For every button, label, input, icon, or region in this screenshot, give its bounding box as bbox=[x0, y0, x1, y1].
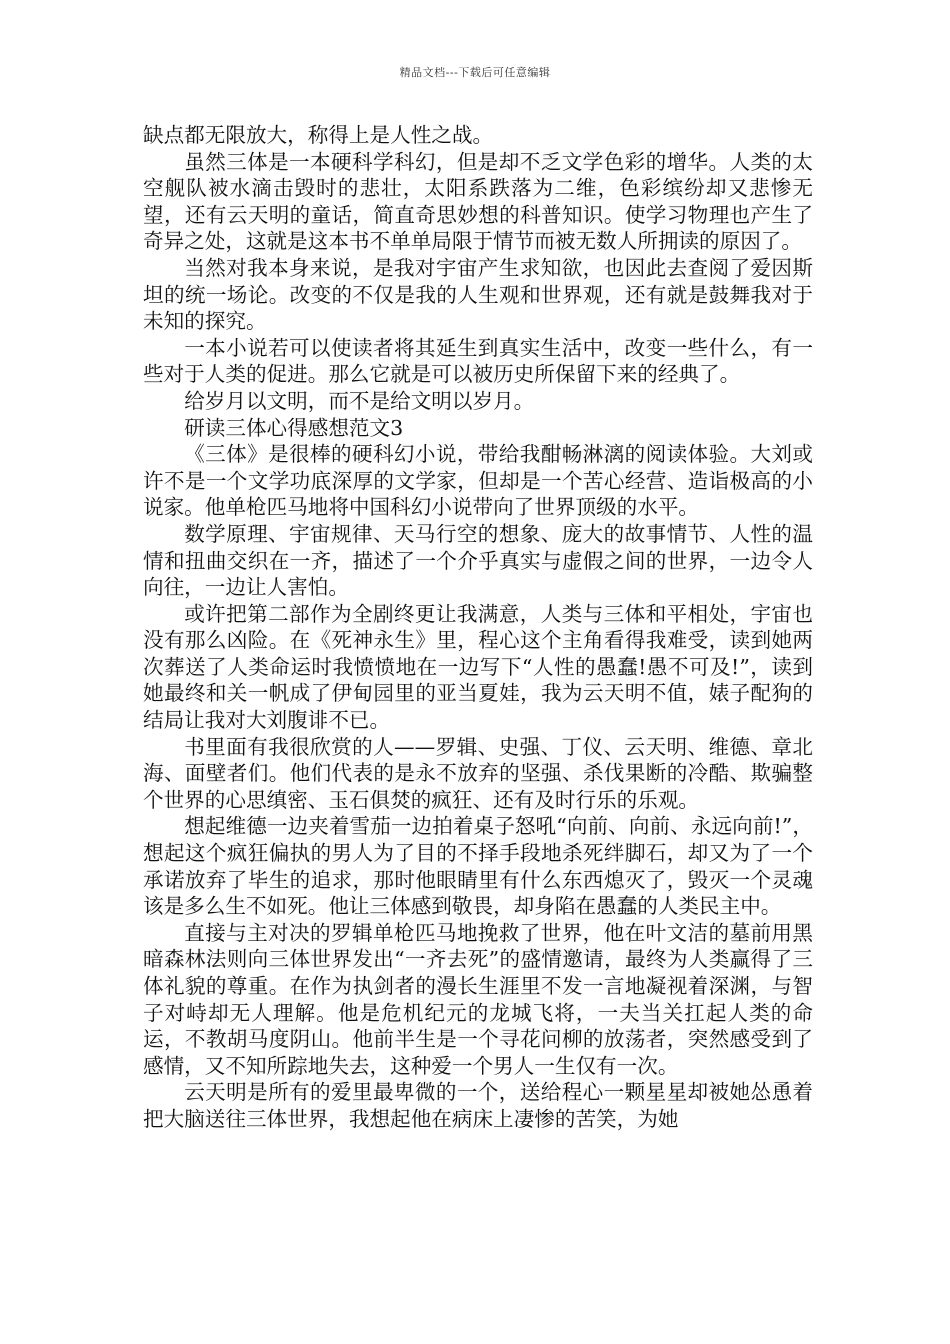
paragraph: 虽然三体是一本硬科学科幻，但是却不乏文学色彩的增华。人类的太空舰队被水滴击毁时的悲壮，太阳系跌落为二维，色彩缤纷却又悲惨无望，还有云天明的童话，简直奇思妙想的科普知识。使学习物理也产生了奇异之处，这就是这本书不单单局限于情节而被无数人所拥读的原因了。 bbox=[143, 149, 813, 254]
paragraph: 直接与主对决的罗辑单枪匹马地挽救了世界，他在叶文洁的墓前用黑暗森林法则向三体世界发出“一齐去死”的盛情邀请，最终为人类赢得了三体礼貌的尊重。在作为执剑者的漫长生涯里不发一言地凝视着深渊，与智子对峙却无人理解。他是危机纪元的龙城飞将，一夫当关扛起人类的命运，不教胡马度阴山。他前半生是一个寻花问柳的放荡者，突然感受到了感情，又不知所踪地失去，这种爱一个男人一生仅有一次。 bbox=[143, 920, 813, 1078]
paragraph: 数学原理、宇宙规律、天马行空的想象、庞大的故事情节、人性的温情和扭曲交织在一齐，描述了一个介乎真实与虚假之间的世界，一边令人向往，一边让人害怕。 bbox=[143, 521, 813, 600]
paragraph: 一本小说若可以使读者将其延生到真实生活中，改变一些什么，有一些对于人类的促进。那么它就是可以被历史所保留下来的经典了。 bbox=[143, 335, 813, 387]
document-body bbox=[143, 122, 813, 1133]
paragraph: 或许把第二部作为全剧终更让我满意，人类与三体和平相处，宇宙也没有那么凶险。在《死神永生》里，程心这个主角看得我难受，读到她两次葬送了人类命运时我愤愤地在一边写下“人性的愚蠢!愚不可及!”，读到她最终和关一帆成了伊甸园里的亚当夏娃，我为云天明不值，婊子配狗的结局让我对大刘腹诽不已。 bbox=[143, 601, 813, 733]
paragraph: 云天明是所有的爱里最卑微的一个，送给程心一颗星星却被她怂恿着把大脑送往三体世界，我想起他在病床上凄惨的苦笑，为她 bbox=[143, 1080, 813, 1131]
paragraph: 想起维德一边夹着雪茄一边拍着桌子怒吼“向前、向前、永远向前!”，想起这个疯狂偏执的男人为了目的不择手段地杀死绊脚石，却又为了一个承诺放弃了毕生的追求，那时他眼睛里有什么东西熄灭了，毁灭一个灵魂该是多么生不如死。他让三体感到敬畏，却身陷在愚蠢的人类民主中。 bbox=[143, 814, 813, 919]
paragraph: 书里面有我很欣赏的人——罗辑、史强、丁仪、云天明、维德、章北海、面壁者们。他们代表的是永不放弃的坚强、杀伐果断的冷酷、欺骗整个世界的心思缜密、玉石俱焚的疯狂、还有及时行乐的乐观。 bbox=[143, 734, 813, 812]
page-header: 精品文档---下载后可任意编辑 bbox=[399, 66, 551, 79]
paragraph: 缺点都无限放大，称得上是人性之战。 bbox=[143, 123, 494, 147]
paragraph: 给岁月以文明，而不是给文明以岁月。 bbox=[184, 388, 535, 413]
section-heading: 研读三体心得感想范文3 bbox=[184, 415, 404, 440]
paragraph: 当然对我本身来说，是我对宇宙产生求知欲，也因此去查阅了爱因斯坦的统一场论。改变的不仅是我的人生观和世界观，还有就是鼓舞我对于未知的探究。 bbox=[143, 255, 813, 334]
paragraph: 《三体》是很棒的硬科幻小说，带给我酣畅淋漓的阅读体验。大刘或许不是一个文学功底深厚的文学家，但却是一个苦心经营、造诣极高的小说家。他单枪匹马地将中国科幻小说带向了世界顶级的水平。 bbox=[143, 442, 813, 520]
